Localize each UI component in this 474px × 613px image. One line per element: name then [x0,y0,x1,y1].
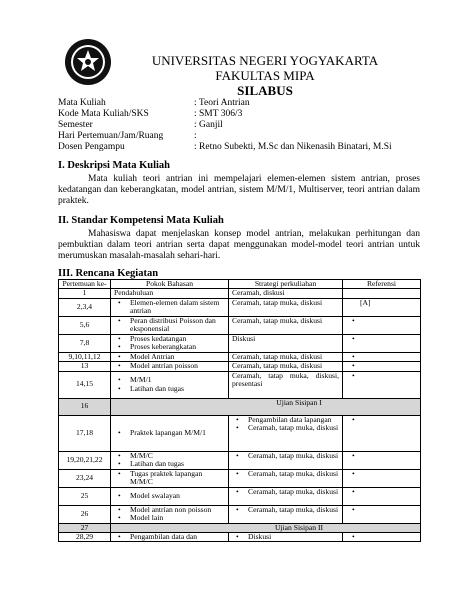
strategy-text: • Ceramah, tatap muka, diskusi [232,506,339,514]
reference-cell [343,371,421,398]
reference-bullet: • [352,316,355,325]
topic-text: • Tugas praktek lapangan M/M/C [114,470,225,487]
table-row [59,352,421,361]
info-label: Dosen Pengampu [58,142,125,153]
reference-bullet: • [352,487,355,496]
section-title-plan: III. Rencana Kegiatan [58,268,159,279]
reference-bullet: • [352,505,355,514]
header-cell: Pertemuan ke- [59,280,111,289]
topic-text: • M/M/C [114,452,225,460]
table-row [59,371,421,398]
meeting-cell: 23,24 [59,469,111,487]
reference-cell [343,415,421,451]
section-title-competency: II. Standar Kompetensi Mata Kuliah [58,215,224,226]
table-row [59,362,421,371]
topic-text: • Pengambilan data dan [114,533,225,541]
info-label: Semester [58,120,93,131]
topic-text: • Praktek lapangan M/M/1 [114,429,225,437]
reference-cell [343,469,421,487]
header-cell: Pokok Bahasan [111,280,229,289]
topic-cell [111,289,229,298]
meeting-cell: 9,10,11,12 [59,352,111,361]
strategy-text: Ceramah, tatap muka, diskusi [232,298,323,307]
table-row [59,316,421,334]
meeting-cell: 26 [59,505,111,523]
table-row [59,533,421,542]
header-cell: Strategi perkuliahan [229,280,343,289]
meeting-cell: 28,29 [59,533,111,542]
meeting-cell: 13 [59,362,111,371]
strategy-cell [229,487,343,505]
strategy-text: • Diskusi [232,533,339,541]
university-name: UNIVERSITAS NEGERI YOGYAKARTA [151,53,379,68]
meeting-cell: 16 [59,398,111,415]
info-value: : [194,131,197,142]
info-label: Mata Kuliah [58,98,106,108]
topic-text: • Model lain [114,514,225,522]
info-value: : Retno Subekti, M.Sc dan Nikenasih Binatari, M.Si [194,142,392,153]
topic-text: • Elemen-elemen dalam sistem antrian [114,299,225,316]
strategy-cell [229,451,343,469]
topic-cell [111,533,229,542]
table-row-exam [59,398,421,415]
strategy-text: • Ceramah, tatap muka, diskusi [232,452,339,460]
reference-cell [343,505,421,523]
strategy-cell [229,533,343,542]
table-row-exam [59,523,421,532]
table-row [59,298,421,316]
reference-text: [A] [360,298,371,307]
strategy-text: • Ceramah, tatap muka, diskusi [232,470,339,478]
exam-label: Ujian Sisipan II [111,523,421,532]
topic-text: • Latihan dan tugas [114,385,225,393]
meeting-cell: 27 [59,523,111,532]
table-row [59,415,421,451]
description-paragraph: Mata kuliah teori antrian ini mempelajari elemen-elemen sistem antrian, proses kedatangan dan keberangkatan, model antrian, sistem M/M/1, Multiserver, teori antrian dalam praktek. [58,174,420,206]
table-row [59,289,421,298]
document-title: SILABUS [237,83,293,98]
table-row [59,451,421,469]
header-cell: Referensi [343,280,421,289]
reference-cell [343,533,421,542]
strategy-text: • Ceramah, tatap muka, diskusi [232,488,339,496]
topic-text: • Latihan dan tugas [114,460,225,468]
reference-bullet: • [352,415,355,424]
competency-paragraph: Mahasiswa dapat menjelaskan konsep model antrian, melakukan perhitungan dan pembuktian dalam teori antrian serta dapat menggunakan model-model teori antrian untuk merumuskan masalah-masalah sehari-hari. [58,229,420,261]
strategy-cell [229,362,343,371]
topic-cell [111,334,229,352]
topic-cell [111,469,229,487]
table-row [59,334,421,352]
topic-cell [111,352,229,361]
topic-text: • Proses keberangkatan [114,343,225,351]
topic-text: Pendahuluan [114,288,154,298]
reference-cell [343,334,421,352]
faculty-name: FAKULTAS MIPA [215,68,315,83]
topic-cell [111,298,229,316]
reference-bullet: • [352,469,355,478]
reference-cell [343,289,421,298]
reference-bullet: • [352,451,355,460]
reference-bullet: • [352,532,355,542]
strategy-text: • Ceramah, tatap muka, diskusi [232,424,339,432]
topic-cell [111,505,229,523]
strategy-text: Ceramah, tatap muka, diskusi, presentasi [232,371,339,389]
meeting-cell: 7,8 [59,334,111,352]
strategy-cell [229,316,343,334]
meeting-cell: 25 [59,487,111,505]
reference-bullet: • [352,361,355,371]
strategy-text: Ceramah, tatap muka, diskusi [232,316,323,325]
topic-text: • Model Antrian [114,353,225,361]
table-header-row [59,280,421,289]
meeting-cell: 2,3,4 [59,298,111,316]
reference-cell [343,316,421,334]
topic-cell [111,371,229,398]
meeting-cell: 14,15 [59,371,111,398]
info-value: : Teori Antrian [194,98,250,108]
topic-text: • Proses kedatangan [114,335,225,343]
info-label: Hari Pertemuan/Jam/Ruang [58,131,164,142]
meeting-cell: 17,18 [59,415,111,451]
topic-cell [111,362,229,371]
activity-plan-table [58,279,421,542]
topic-text: • Peran distribusi Poisson dan eksponensial [114,317,225,334]
topic-text: • Model swalayan [114,492,225,500]
reference-cell [343,298,421,316]
meeting-cell: 5,6 [59,316,111,334]
reference-cell [343,362,421,371]
table-row [59,505,421,523]
reference-bullet: • [352,371,355,380]
topic-cell [111,415,229,451]
strategy-cell [229,415,343,451]
topic-text: • Model antrian non poisson [114,506,225,514]
university-logo [64,38,112,86]
reference-bullet: • [352,352,355,361]
strategy-cell [229,289,343,298]
strategy-text: Ceramah, tatap muka, diskusi [232,361,323,371]
meeting-cell: 19,20,21,22 [59,451,111,469]
table-row [59,487,421,505]
strategy-cell [229,334,343,352]
strategy-text: Diskusi [232,334,256,343]
reference-bullet: • [352,334,355,343]
reference-cell [343,352,421,361]
strategy-text: • Pengambilan data lapangan [232,416,339,424]
strategy-text: Ceramah, tatap muka, diskusi [232,352,323,361]
strategy-cell [229,469,343,487]
info-value: : SMT 306/3 [194,109,243,120]
strategy-cell [229,352,343,361]
topic-cell [111,451,229,469]
strategy-cell [229,505,343,523]
table-row [59,469,421,487]
info-label: Kode Mata Kuliah/SKS [58,109,149,120]
strategy-cell [229,298,343,316]
reference-cell [343,487,421,505]
topic-text: • M/M/1 [114,376,225,384]
topic-cell [111,487,229,505]
meeting-cell: 1 [59,289,111,298]
exam-label: Ujian Sisipan I [111,398,421,415]
strategy-cell [229,371,343,398]
topic-text: • Model antrian poisson [114,362,225,370]
strategy-text: Ceramah, diskusi [232,288,285,298]
reference-cell [343,451,421,469]
section-title-description: I. Deskripsi Mata Kuliah [58,160,171,171]
topic-cell [111,316,229,334]
info-value: : Ganjil [194,120,223,131]
